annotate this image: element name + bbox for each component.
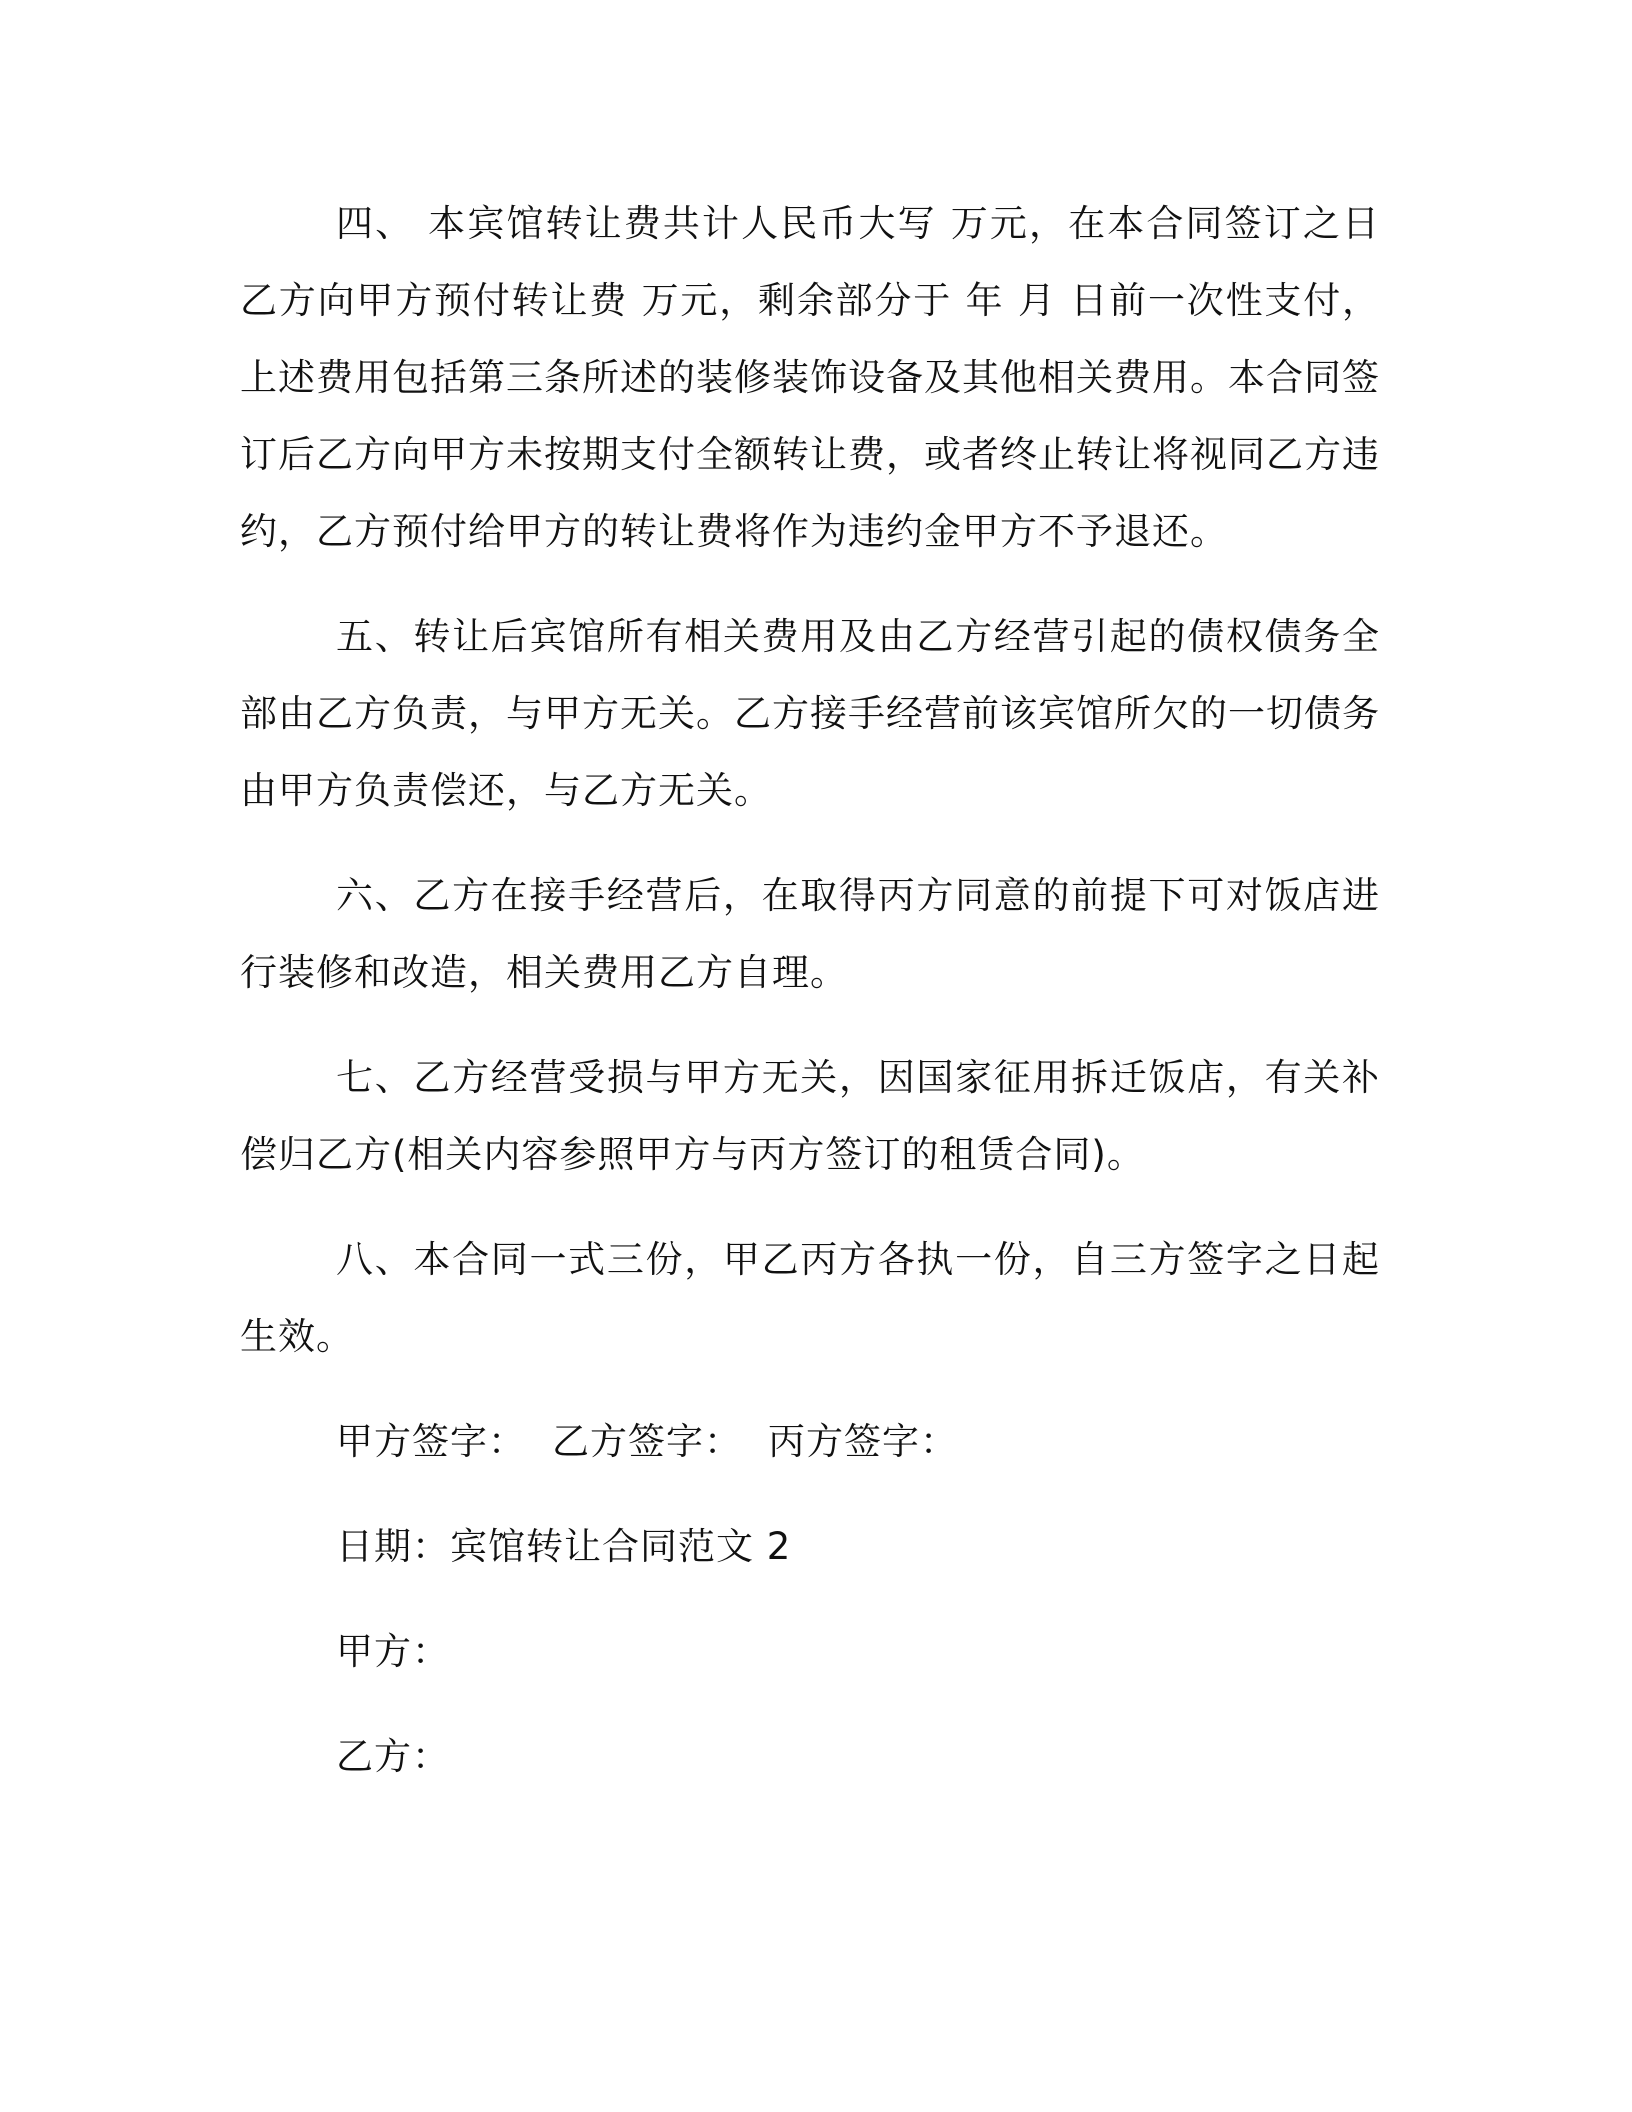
signature-line <box>336 1403 1380 1480</box>
clause-six: 六、乙方在接手经营后，在取得丙方同意的前提下可对饭店进行装修和改造，相关费用乙方自理。 <box>240 874 1380 994</box>
party-b-signature-label: 乙方签字： <box>552 1420 742 1463</box>
clause-four: 四、 本宾馆转让费共计人民币大写 万元，在本合同签订之日乙方向甲方预付转让费 万元，剩余部分于 年 月 日前一次性支付，上述费用包括第三条所述的装修装饰设备及其他相关费用。本合同签订后乙方向甲方未按期支付全额转让费，或者终止转让将视同乙方违约，乙方预付给甲方的转让费将作为违约金甲方不予退还。 <box>240 202 1380 553</box>
document-page <box>240 185 1380 1823</box>
date-line: 日期：宾馆转让合同范文 2 <box>336 1525 792 1568</box>
party-a-line: 甲方： <box>336 1630 450 1673</box>
clause-eight: 八、本合同一式三份，甲乙丙方各执一份，自三方签字之日起生效。 <box>240 1238 1380 1358</box>
clause-five: 五、转让后宾馆所有相关费用及由乙方经营引起的债权债务全部由乙方负责，与甲方无关。乙方接手经营前该宾馆所欠的一切债务由甲方负责偿还，与乙方无关。 <box>240 615 1380 812</box>
party-a-signature-label: 甲方签字： <box>336 1420 526 1463</box>
party-c-signature-label: 丙方签字： <box>768 1420 958 1463</box>
clause-seven: 七、乙方经营受损与甲方无关，因国家征用拆迁饭店，有关补偿归乙方(相关内容参照甲方与丙方签订的租赁合同)。 <box>240 1056 1380 1176</box>
party-b-line: 乙方： <box>336 1735 450 1778</box>
